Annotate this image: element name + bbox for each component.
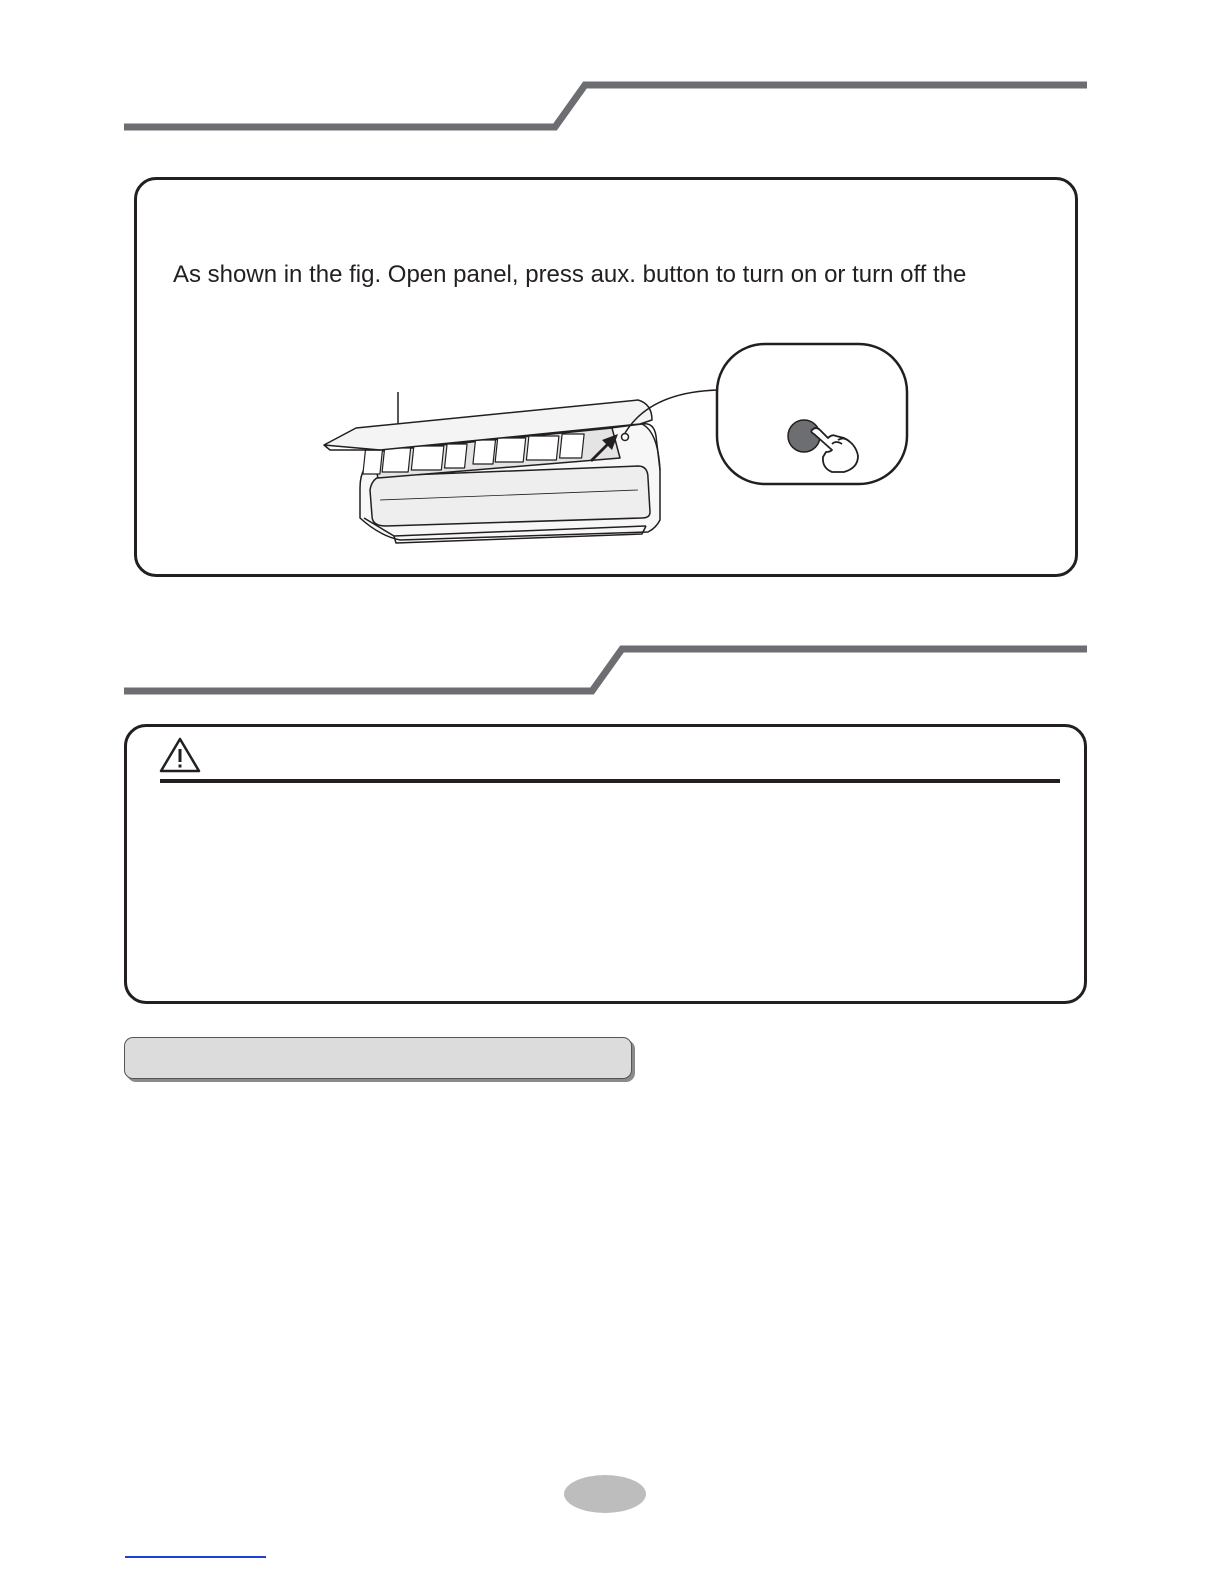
section-header-bar-1	[0, 78, 1225, 138]
caution-divider	[160, 779, 1060, 783]
warning-triangle-icon	[158, 736, 202, 774]
footer-link[interactable]	[125, 1556, 266, 1558]
aux-instruction-text: As shown in the fig. Open panel, press aux. button to turn on or turn off the	[173, 261, 967, 288]
caution-panel	[124, 724, 1087, 1004]
section-header-bar-2	[0, 642, 1225, 702]
subheading-bar	[124, 1037, 632, 1079]
air-conditioner-illustration	[320, 340, 920, 550]
page-number-badge	[564, 1475, 646, 1513]
